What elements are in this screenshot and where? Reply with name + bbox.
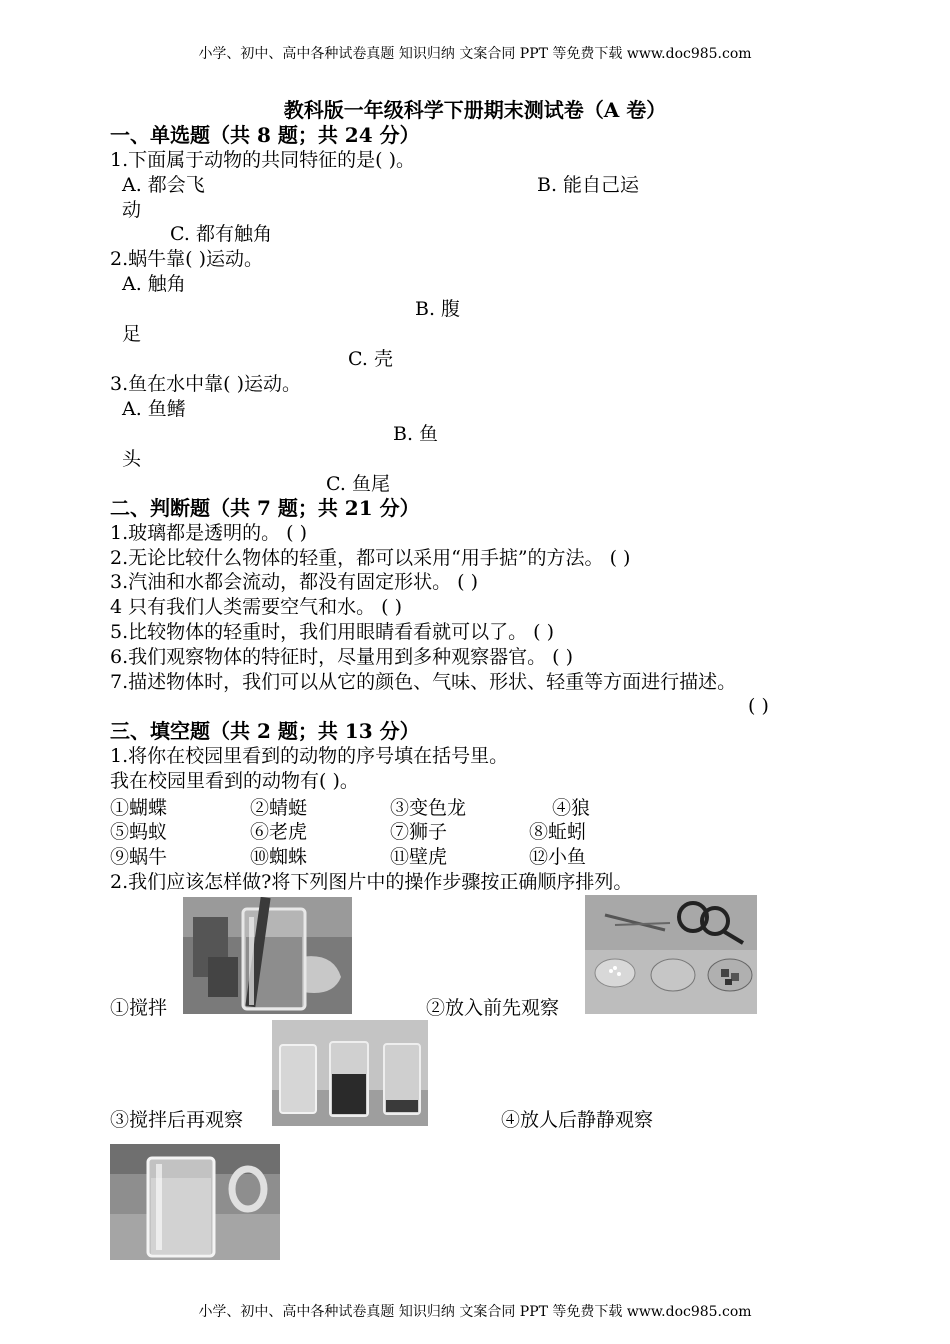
page-footer: 小学、初中、高中各种试卷真题 知识归纳 文案合同 PPT 等免费下载 www.doc985.com	[198, 1304, 752, 1320]
true-false-item: 5.比较物体的轻重时，我们用眼睛看看就可以了。 ( )	[110, 621, 555, 643]
photo-three-glasses	[272, 1020, 428, 1126]
option-c: C. 鱼尾	[326, 473, 390, 495]
option-b: B. 腹	[415, 298, 461, 320]
question-stem: 2.我们应该怎样做?将下列图片中的操作步骤按正确顺序排列。	[110, 871, 633, 893]
option-a: A. 都会飞	[122, 174, 205, 196]
page-title: 教科版一年级科学下册期末测试卷（A 卷）	[283, 98, 667, 122]
question-stem: 3.鱼在水中靠( )运动。	[110, 373, 301, 395]
step-label: ②放入前先观察	[426, 997, 560, 1019]
animal-option: ③变色龙	[390, 797, 467, 819]
answer-line: 我在校园里看到的动物有( )。	[110, 770, 359, 792]
animal-option: ④狼	[552, 797, 591, 819]
animal-option: ⑧蚯蚓	[529, 821, 587, 843]
photo-stirring	[183, 897, 352, 1014]
animal-option: ⑦狮子	[390, 821, 448, 843]
option-b-wrap: 足	[122, 323, 142, 345]
animal-option: ⑩蜘蛛	[250, 846, 308, 868]
section-heading-single-choice: 一、单选题（共 8 题；共 24 分）	[110, 123, 420, 147]
option-b: B. 能自己运	[537, 174, 640, 196]
step-label: ④放人后静静观察	[501, 1109, 654, 1131]
true-false-item: 3.汽油和水都会流动，都没有固定形状。 ( )	[110, 571, 479, 593]
section-heading-fill-blank: 三、填空题（共 2 题；共 13 分）	[110, 719, 420, 743]
animal-option: ②蜻蜓	[250, 797, 308, 819]
option-b-wrap: 头	[122, 448, 142, 470]
animal-option: ⑫小鱼	[529, 846, 587, 868]
option-a: A. 鱼鳍	[122, 398, 186, 420]
animal-option: ⑥老虎	[250, 821, 308, 843]
true-false-item: 6.我们观察物体的特征时，尽量用到多种观察器官。 ( )	[110, 646, 574, 668]
option-c: C. 都有触角	[170, 223, 272, 245]
true-false-item: 1.玻璃都是透明的。 ( )	[110, 522, 308, 544]
true-false-item: 7.描述物体时，我们可以从它的颜色、气味、形状、轻重等方面进行描述。	[110, 671, 737, 693]
answer-blank: ( )	[748, 695, 769, 717]
true-false-item: 4 只有我们人类需要空气和水。 ( )	[110, 596, 403, 618]
section-heading-true-false: 二、判断题（共 7 题；共 21 分）	[110, 496, 420, 520]
option-c: C. 壳	[348, 348, 393, 370]
option-a: A. 触角	[122, 273, 186, 295]
question-stem: 2.蜗牛靠( )运动。	[110, 248, 263, 270]
page-header: 小学、初中、高中各种试卷真题 知识归纳 文案合同 PPT 等免费下载 www.doc985.com	[198, 46, 752, 62]
animal-option: ⑪壁虎	[390, 846, 448, 868]
option-b: B. 鱼	[393, 423, 439, 445]
option-b-wrap: 动	[122, 199, 142, 221]
true-false-item: 2.无论比较什么物体的轻重，都可以采用“用手掂”的方法。 ( )	[110, 547, 631, 569]
question-stem: 1.将你在校园里看到的动物的序号填在括号里。	[110, 745, 509, 767]
photo-magnifier	[585, 895, 757, 1014]
animal-option: ⑨蜗牛	[110, 846, 168, 868]
step-label: ①搅拌	[110, 997, 168, 1019]
animal-option: ⑤蚂蚁	[110, 821, 168, 843]
step-label: ③搅拌后再观察	[110, 1109, 244, 1131]
question-stem: 1.下面属于动物的共同特征的是( )。	[110, 149, 415, 171]
photo-glass-water	[110, 1144, 280, 1260]
animal-option: ①蝴蝶	[110, 797, 168, 819]
